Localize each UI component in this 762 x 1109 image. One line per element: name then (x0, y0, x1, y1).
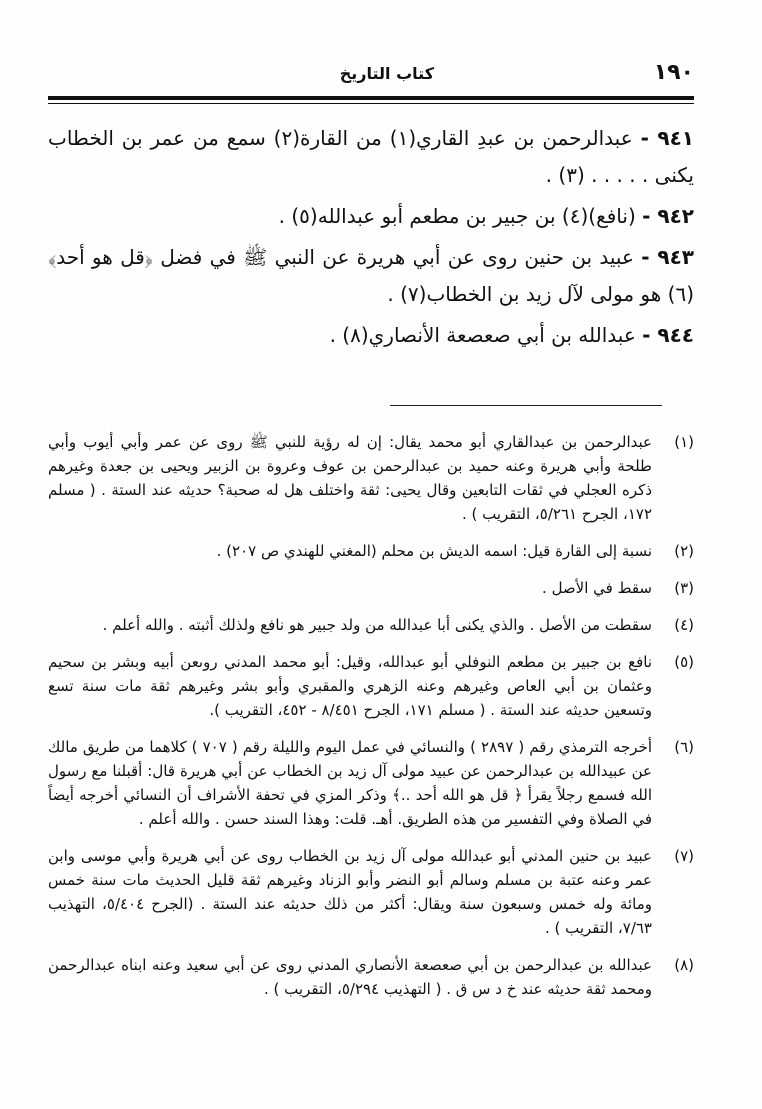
footnote-text: سقط في الأصل . (542, 579, 652, 597)
entry-number: ٩٤٤ - (642, 323, 694, 347)
entry-number: ٩٤٢ - (642, 204, 694, 228)
footnote-number: (٤) (674, 616, 694, 634)
page-number: ١٩٠ (653, 60, 694, 85)
footnote-3 (48, 576, 694, 600)
entry-text: عبدالله بن أبي صعصعة الأنصاري(٨) . (329, 323, 636, 347)
footnote-text: عبدالرحمن بن عبدالقاري أبو محمد يقال: إن له رؤية للنبي ﷺ روى عن عمر وأبي أيوب وأبي طلحة وأبي هريرة وعنه حميد بن عبدالرحمن بن عوف وعروة بن الزبير ويحيى بن جعدة وغيرهم ذكره العجلي في ثقات التابعين وقال يحيى: ثقة واختلف هل له صحبة؟ حديثه عند الستة . ( مسلم ١٧٢، الجرح ٥/٢٦١، التقريب ) . (48, 433, 652, 523)
entry-number: ٩٤٣ - (641, 245, 694, 269)
entry-number: ٩٤١ - (640, 126, 695, 150)
footnote-number: (٨) (674, 956, 694, 974)
footnote-number: (١) (674, 433, 694, 451)
footnote-7 (48, 844, 694, 940)
footnotes-section (48, 430, 694, 1014)
entry-944 (48, 317, 694, 354)
entry-text: عبدالرحمن بن عبدِ القاري(١) من القارة(٢) سمع من عمر بن الخطاب يكنى . . . . . (٣) . (48, 126, 694, 187)
footnote-text: عبدالله بن عبدالرحمن بن أبي صعصعة الأنصاري المدني روى عن أبي سعيد وعنه ابناه عبدالرحمن ومحمد ثقة حديثه عند خ د س ق . ( التهذيب ٥/٢٩٤، التقريب ) . (48, 956, 652, 998)
entry-text: (نافع)(٤) بن جبير بن مطعم أبو عبدالله(٥) . (278, 204, 636, 228)
footnote-number: (٦) (674, 738, 694, 756)
entries-section (48, 120, 694, 358)
footnote-separator (390, 405, 662, 406)
entry-943 (48, 239, 694, 313)
footnote-4 (48, 613, 694, 637)
footnote-1 (48, 430, 694, 526)
footnote-number: (٥) (674, 653, 694, 671)
footnote-number: (٢) (674, 542, 694, 560)
header-rule-thin (48, 103, 694, 104)
footnote-8 (48, 953, 694, 1001)
footnote-text: سقطت من الأصل . والذي يكنى أبا عبدالله من ولد جبير هو نافع ولذلك أثبته . والله أعلم . (102, 616, 652, 634)
footnote-6 (48, 735, 694, 831)
header-rule-thick (48, 96, 694, 100)
book-title: كتاب التاريخ (339, 64, 434, 83)
page-header (48, 52, 694, 88)
footnote-text: عبيد بن حنين المدني أبو عبدالله مولى آل زيد بن الخطاب روى عن أبي هريرة وأبي موسى وابن عمر وعنه عتبة بن مسلم وسالم أبو النضر وأبو الزناد وغيرهم ثقة قليل الحديث مات سنة خمس ومائة وله خمس وسبعون سنة ويقال: أكثر من ذلك حديثه عند الستة . (الجرح ٥/٤٠٤، التهذيب ٧/٦٣، التقريب ) . (48, 847, 652, 937)
footnote-text: نافع بن جبير بن مطعم النوفلي أبو عبدالله، وقيل: أبو محمد المدني روىعن أبيه وبشر بن سحيم وعثمان بن أبي العاص وغيرهم وعنه الزهري والمقبري وأبو بشر وغيرهم ثقة مات سنة تسع وتسعين حديثه عند الستة . ( مسلم ١٧١، الجرح ٨/٤٥١ - ٤٥٢، التقريب ). (48, 653, 652, 719)
footnote-number: (٧) (674, 847, 694, 865)
footnote-number: (٣) (674, 579, 694, 597)
footnote-5 (48, 650, 694, 722)
footnote-text: أخرجه الترمذي رقم ( ٢٨٩٧ ) والنسائي في عمل اليوم والليلة رقم ( ٧٠٧ ) كلاهما من طريق مالك عن عبيدالله بن عبدالرحمن عن عبيد مولى آل زيد بن الخطاب عن أبي هريرة قال: أقبلنا مع رسول الله فسمع رجلاً يقرأ ﴿ قل هو الله أحد ..﴾ وذكر المزي في تحفة الأشراف أن النسائي أخرجه أيضاً في الصلاة وفي التفسير من هذه الطريق. أهـ. قلت: وهذا السند حسن . والله أعلم . (48, 738, 652, 828)
footnote-text: نسبة إلى القارة قيل: اسمه الديش بن محلم (المغني للهندي ص ٢٠٧) . (216, 542, 652, 560)
footnote-2 (48, 539, 694, 563)
entry-942 (48, 198, 694, 235)
entry-941 (48, 120, 694, 194)
entry-text: عبيد بن حنين روى عن أبي هريرة عن النبي ﷺ في فضل ﴿قل هو أحد﴾(٦) هو مولى لآل زيد بن الخطاب(٧) . (48, 245, 694, 306)
